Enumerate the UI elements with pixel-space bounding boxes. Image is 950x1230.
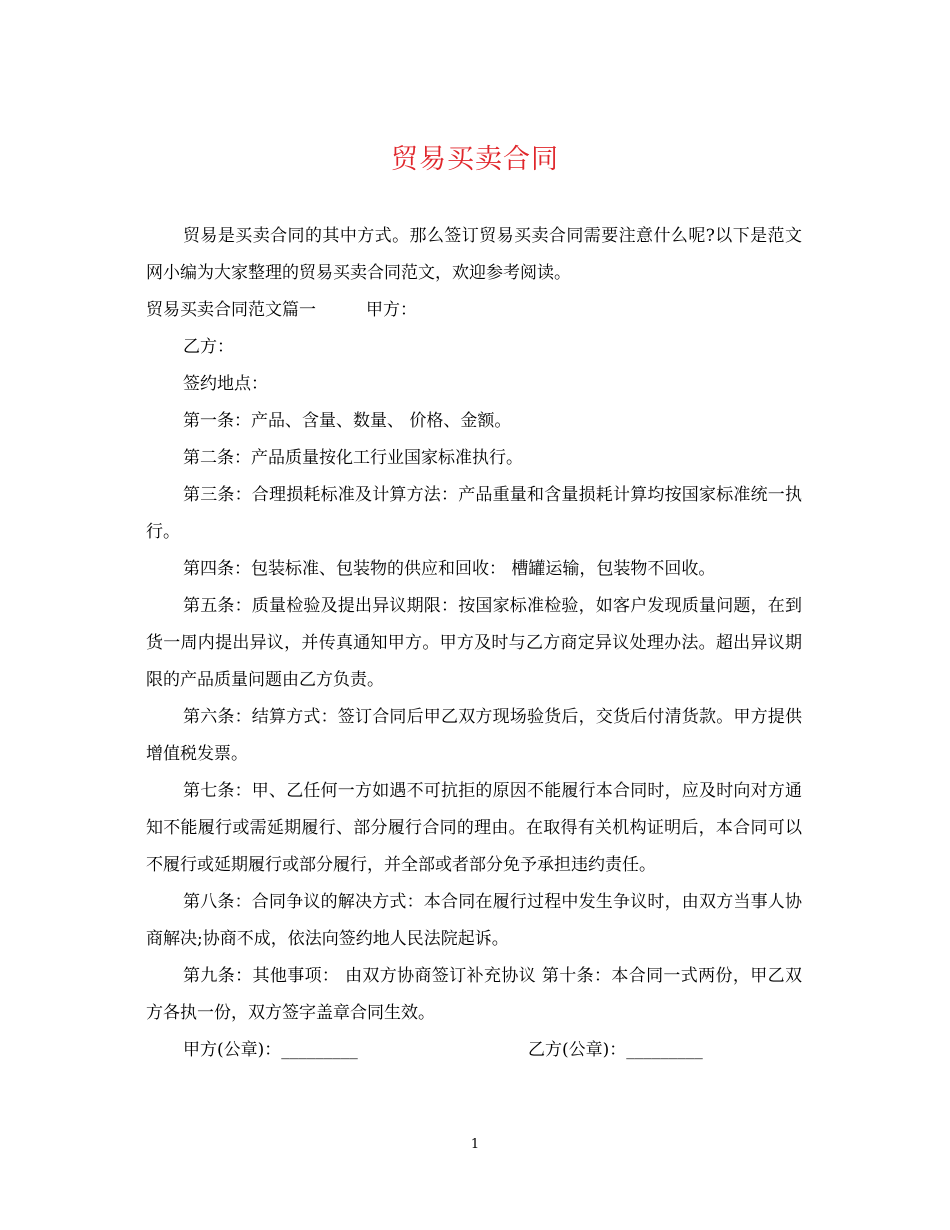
party-b-field: 乙方： (183, 337, 234, 357)
clause-6: 第六条：结算方式：签订合同后甲乙双方现场验货后，交货后付清货款。甲方提供增值税发票。 (146, 707, 802, 764)
signature-row (146, 1032, 802, 1069)
clause-4: 第四条：包装标准、包装物的供应和回收： 槽罐运输，包装物不回收。 (183, 559, 716, 579)
clause-5: 第五条：质量检验及提出异议期限：按国家标准检验，如客户发现质量问题，在到货一周内提出异议，并传真通知甲方。甲方及时与乙方商定异议处理办法。超出异议期限的产品质量问题由乙方负责。 (146, 596, 802, 690)
section-heading: 贸易买卖合同范文篇一 (146, 300, 316, 320)
party-a-field: 甲方： (366, 300, 417, 320)
section-heading-line (146, 292, 802, 329)
clause-7: 第七条：甲、乙任何一方如遇不可抗拒的原因不能履行本合同时，应及时向对方通知不能履行或需延期履行、部分履行合同的理由。在取得有关机构证明后，本合同可以不履行或延期履行或部分履行，并全部或者部分免予承担违约责任。 (146, 781, 802, 875)
page-number: 1 (470, 1137, 480, 1152)
intro-paragraph: 贸易是买卖合同的其中方式。那么签订贸易买卖合同需要注意什么呢?以下是范文网小编为大家整理的贸易买卖合同范文，欢迎参考阅读。 (146, 226, 802, 283)
document-body (146, 218, 802, 1069)
clause-1: 第一条：产品、含量、数量、 价格、金额。 (183, 411, 512, 431)
clause-3: 第三条：合理损耗标准及计算方法：产品重量和含量损耗计算均按国家标准统一执行。 (146, 485, 802, 542)
signature-party-b: 乙方(公章)：_________ (528, 1040, 703, 1060)
document-title: 贸易买卖合同 (391, 144, 559, 175)
clause-9: 第九条：其他事项： 由双方协商签订补充协议 第十条：本合同一式两份，甲乙双方各执一份，双方签字盖章合同生效。 (146, 966, 802, 1023)
clause-8: 第八条：合同争议的解决方式：本合同在履行过程中发生争议时，由双方当事人协商解决;协商不成，依法向签约地人民法院起诉。 (146, 892, 802, 949)
signing-place-field: 签约地点： (183, 374, 268, 394)
signature-party-a: 甲方(公章)：_________ (183, 1040, 358, 1060)
clause-2: 第二条：产品质量按化工行业国家标准执行。 (183, 448, 523, 468)
